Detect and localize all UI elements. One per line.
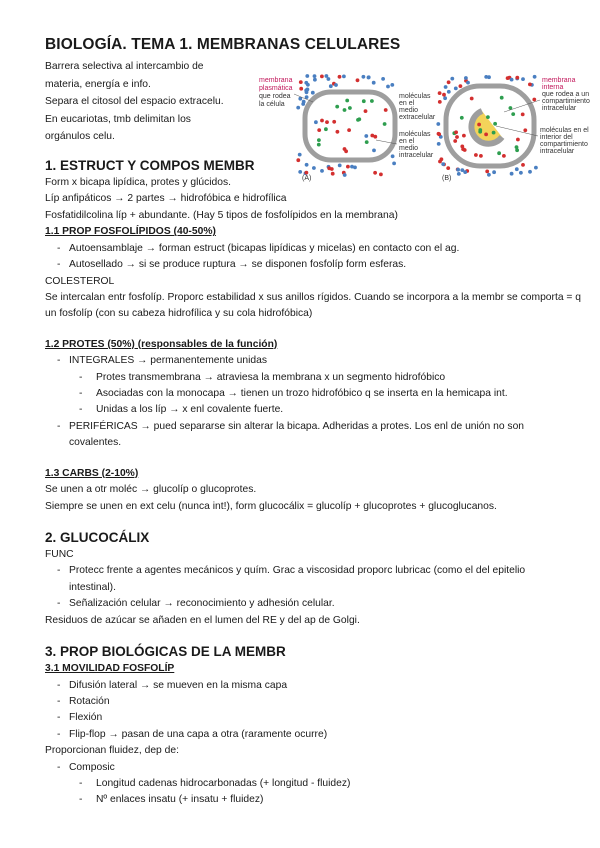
molecule-dot	[450, 77, 454, 81]
molecule-dot	[325, 120, 329, 124]
molecule-dot	[463, 148, 467, 152]
fig-label-line: compartimiento	[542, 98, 590, 105]
molecule-dot	[437, 142, 441, 146]
molecule-dot	[447, 90, 451, 94]
bullet-item: - PERIFÉRICAS → pued separarse sin alterar la bicapa. Adheridas a protes. Los enl de unión no son covalentes.	[45, 419, 585, 452]
molecule-dot	[478, 130, 482, 134]
intracellular-molecules-a	[314, 99, 388, 154]
section-heading: 2. GLUCOCÁLIX	[45, 530, 150, 545]
molecule-dot	[306, 83, 310, 87]
fig-label-line: que rodea a un	[542, 91, 590, 98]
bullet-item: - Composic	[45, 760, 585, 776]
molecule-dot	[447, 80, 451, 84]
molecule-dot	[484, 75, 488, 79]
colesterol-text: Se intercalan entr fosfolíp. Proporc estabilidad x sus anillos rígidos. Cuando se incorpora a la membr se comporta = q un fosfolíp (con su cabeza hidrofílica y su cola hidrofóbica)	[45, 291, 582, 320]
fig-label-line: intracelular	[540, 148, 575, 155]
fig-label-line: interna	[542, 84, 564, 91]
molecule-dot	[510, 78, 514, 82]
molecule-dot	[325, 74, 329, 78]
fig-label-line: medio	[399, 107, 419, 114]
molecule-dot	[367, 76, 371, 80]
molecule-dot	[338, 75, 342, 79]
molecule-dot	[497, 151, 501, 155]
molecule-dot	[357, 117, 361, 121]
molecule-dot	[313, 78, 317, 82]
molecule-dot	[492, 131, 496, 135]
molecule-dot	[317, 138, 321, 142]
molecule-dot	[500, 96, 504, 100]
molecule-dot	[314, 120, 318, 124]
fig-label-line: intracelular	[399, 152, 434, 159]
molecule-dot	[460, 116, 464, 120]
molecule-dot	[306, 88, 310, 92]
fig-label-line: membrana	[259, 77, 293, 84]
bullet-item: - Flexión	[45, 710, 585, 726]
molecule-dot	[390, 83, 394, 87]
fig-label-line: la célula	[259, 101, 285, 108]
intro-line: materia, energía e info.	[45, 78, 151, 90]
fig-label-line: medio	[399, 145, 419, 152]
molecule-dot	[372, 149, 376, 153]
func-label: FUNC	[45, 549, 74, 560]
molecule-dot	[302, 100, 306, 104]
molecule-dot	[334, 83, 338, 87]
molecule-dot	[438, 91, 442, 95]
intro-line: En eucariotas, tmb delimitan los	[45, 113, 191, 125]
bullet-item: - Protecc frente a agentes mecánicos y quím. Grac a viscosidad proporc lubricac (como el del epitelio intestinal).	[45, 563, 585, 596]
molecule-dot	[515, 145, 519, 149]
fig-label-line: en el	[399, 100, 415, 107]
colesterol-label: COLESTEROL	[45, 275, 115, 287]
molecule-dot	[516, 138, 520, 142]
molecule-dot	[348, 106, 352, 110]
text-line: Siempre se unen en ext celu (nunca int!), form glucocálix = glucolíp + glucoprotes + glucoglucanos.	[45, 500, 497, 512]
molecule-dot	[486, 115, 490, 119]
molecule-dot	[381, 77, 385, 81]
fig-label-line: extracelular	[399, 114, 436, 121]
molecule-dot	[454, 87, 458, 91]
molecule-dot	[343, 108, 347, 112]
molecule-dot	[459, 84, 463, 88]
bullet-item: - Flip-flop → pasan de una capa a otra (raramente ocurre)	[45, 727, 585, 743]
content-flow	[45, 156, 585, 809]
molecule-dot	[364, 134, 368, 138]
molecule-dot	[528, 83, 532, 87]
text-line: Form x bicapa lipídica, protes y glúcidos.	[45, 177, 231, 188]
label-extracellular	[399, 93, 436, 121]
bullet-item: - Autosellado → si se produce ruptura → se disponen fosfolíp form esferas.	[45, 257, 585, 273]
molecule-dot	[384, 108, 388, 112]
molecule-dot	[454, 130, 458, 134]
molecule-dot	[299, 87, 303, 91]
molecule-dot	[383, 122, 387, 126]
molecule-dot	[370, 134, 374, 138]
molecule-dot	[444, 85, 448, 89]
fig-label-line: interior del	[540, 134, 573, 141]
sub-bullet-item: - Nº enlaces insatu (+ insatu + fluidez)	[45, 792, 585, 808]
molecule-dot	[344, 149, 348, 153]
section-heading: 3. PROP BIOLÓGICAS DE LA MEMBR	[45, 644, 286, 660]
molecule-dot	[320, 119, 324, 123]
text-line: Líp anfipáticos → 2 partes → hidrofóbica e hidrofílica	[45, 193, 287, 205]
bullet-item: - INTEGRALES → permanentemente unidas	[45, 353, 585, 369]
molecule-dot	[320, 75, 324, 79]
molecule-dot	[521, 113, 525, 117]
bullet-item: - Señalización celular → reconocimiento y adhesión celular.	[45, 596, 585, 612]
molecule-dot	[356, 78, 360, 82]
molecule-dot	[386, 85, 390, 89]
plasma-membrane-a	[305, 92, 395, 160]
molecule-dot	[443, 96, 447, 100]
sub-bullet-item: - Protes transmembrana → atraviesa la membrana x un segmento hidrofóbico	[45, 370, 585, 386]
molecule-dot	[511, 112, 515, 116]
molecule-dot	[436, 122, 440, 126]
molecule-dot	[305, 95, 309, 99]
fig-label-line: membrana	[542, 77, 576, 84]
intro-line: Separa el citosol del espacio extracelu.	[45, 96, 224, 108]
label-internal-membrane	[504, 77, 590, 112]
fig-label-line: moléculas	[399, 131, 431, 138]
fig-label-line: moléculas en el	[540, 127, 589, 134]
molecule-dot	[464, 76, 468, 80]
text-line: Proporcionan fluidez, dep de:	[45, 745, 179, 757]
section-heading: 1. ESTRUCT Y COMPOS MEMBR	[45, 158, 255, 173]
fig-label-line: intracelular	[542, 105, 577, 112]
fig-label-line: plasmática	[259, 85, 293, 92]
fig-label-line: que rodea	[259, 93, 291, 100]
intro-paragraph	[45, 58, 260, 146]
text-line: Fosfatidilcolina líp + abundante. (Hay 5 tipos de fosfolípidos en la membrana)	[45, 209, 398, 221]
sub-bullet-item: - Longitud cadenas hidrocarbonadas (+ longitud - fluidez)	[45, 776, 585, 792]
molecule-dot	[521, 77, 525, 81]
molecule-dot	[523, 128, 527, 132]
text-line: Residuos de azúcar se añaden en el lumen del RE y del ap de Golgi.	[45, 614, 360, 626]
fig-label-line: en el	[399, 138, 415, 145]
molecule-dot	[332, 120, 336, 124]
molecule-dot	[365, 140, 369, 144]
molecule-dot	[329, 84, 333, 88]
molecule-dot	[453, 139, 457, 143]
molecule-dot	[533, 75, 537, 79]
molecule-dot	[493, 122, 497, 126]
subsection-heading: 1.1 PROP FOSFOLÍPIDOS (40-50%)	[45, 226, 216, 238]
molecule-dot	[324, 127, 328, 131]
molecule-dot	[462, 134, 466, 138]
molecule-dot	[347, 128, 351, 132]
sub-bullet-item: - Unidas a los líp → x enl covalente fuerte.	[45, 402, 585, 418]
molecule-dot	[372, 81, 376, 85]
molecule-dot	[311, 91, 315, 95]
intro-line: orgánulos celu.	[45, 131, 115, 143]
molecule-dot	[342, 75, 346, 79]
molecule-dot	[470, 97, 474, 101]
molecule-dot	[437, 132, 441, 136]
page-title: BIOLOGÍA. TEMA 1. MEMBRANAS CELULARES	[45, 36, 401, 53]
subsection-heading: 3.1 MOVILIDAD FOSFOLÍP	[45, 663, 175, 675]
panel-label-b: (B)	[442, 175, 452, 182]
molecule-dot	[466, 81, 470, 85]
molecule-dot	[345, 99, 349, 103]
molecule-dot	[455, 135, 459, 139]
molecule-dot	[296, 106, 300, 110]
molecule-dot	[335, 105, 339, 109]
molecule-dot	[364, 109, 368, 113]
molecule-dot	[317, 128, 321, 132]
subsection-heading: 1.3 CARBS (2-10%)	[45, 467, 139, 479]
panel-label-a: (A)	[302, 175, 312, 182]
subsection-heading: 1.2 PROTES (50%) (responsables de la función)	[45, 338, 278, 350]
bullet-item: - Difusión lateral → se mueven en la misma capa	[45, 678, 585, 694]
molecule-dot	[477, 123, 481, 127]
molecule-dot	[460, 145, 464, 149]
label-compartment	[496, 126, 589, 155]
fig-label-line: moléculas	[399, 93, 431, 100]
sub-bullet-item: - Asociadas con la monocapa → tienen un trozo hidrofóbico q se inserta en la hemicapa int.	[45, 386, 585, 402]
molecule-dot	[299, 80, 303, 84]
molecule-dot	[362, 99, 366, 103]
molecule-dot	[362, 75, 366, 79]
molecule-dot	[484, 133, 488, 137]
bullet-item: - Autoensamblaje → forman estruct (bicapas lipídicas y micelas) en contacto con el ag.	[45, 241, 585, 257]
molecule-dot	[370, 99, 374, 103]
intro-line: Barrera selectiva al intercambio de	[45, 61, 204, 72]
fig-label-line: compartimiento	[540, 141, 588, 148]
molecule-dot	[317, 143, 321, 147]
molecule-dot	[442, 93, 446, 97]
molecule-dot	[532, 98, 536, 102]
bullet-item: - Rotación	[45, 694, 585, 710]
molecule-dot	[438, 100, 442, 104]
molecule-dot	[515, 76, 519, 80]
molecule-dot	[336, 130, 340, 134]
text-line: Se unen a otr moléc → glucolíp o glucoprotes.	[45, 484, 257, 496]
molecule-dot	[313, 74, 317, 78]
molecule-dot	[305, 74, 309, 78]
